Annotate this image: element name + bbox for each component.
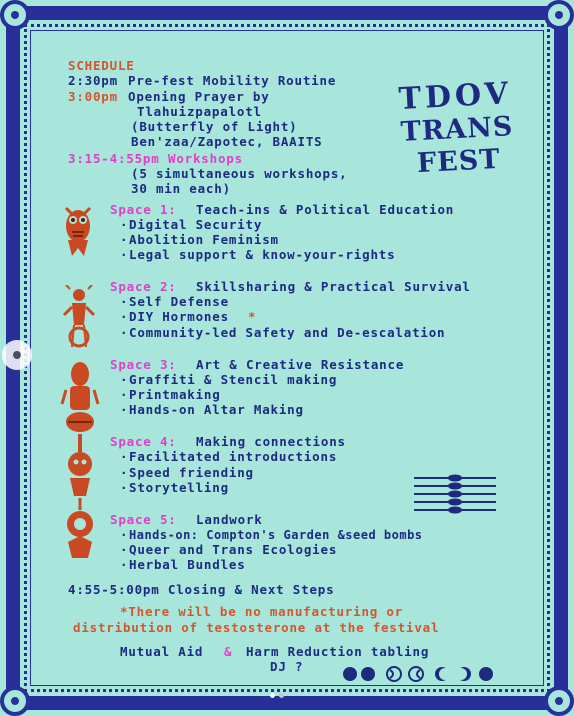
notice-line-1: *There will be no manufacturing or (120, 604, 404, 619)
space-4-bullet: · (120, 465, 129, 480)
space-3-bullet: · (120, 402, 129, 417)
slide-prev-button[interactable] (2, 340, 32, 370)
space-2-label: Space 2: (110, 279, 177, 294)
space-4-bullet: · (120, 449, 129, 464)
logo-line-2: TRANS FEST (399, 111, 515, 180)
space-5-item-1: Hands-on: Compton's Garden &seed bombs (129, 528, 423, 542)
prayer-affiliation: Ben'zaa/Zapotec, BAAITS (131, 134, 323, 149)
space-5-bullet: · (120, 542, 129, 557)
item-time-2: 3:15-4:55pm (68, 151, 160, 166)
space-1-bullet: · (120, 232, 129, 247)
space-1-item-2: Abolition Feminism (129, 232, 279, 247)
workshops-note-1: (5 simultaneous workshops, (131, 166, 348, 181)
space-3-item-3: Hands-on Altar Making (129, 402, 304, 417)
space-3-label: Space 3: (110, 357, 177, 372)
slide-dot-active[interactable] (270, 693, 275, 698)
space-3-item-1: Graffiti & Stencil making (129, 372, 338, 387)
prayer-name: Tlahuizpapalotl (137, 104, 262, 119)
prayer-meaning: (Butterfly of Light) (131, 119, 298, 134)
item-time-0: 2:30pm (68, 73, 118, 88)
totem-figure-icon (60, 360, 100, 570)
space-1-bullet: · (120, 247, 129, 262)
space-1-bullet: · (120, 217, 129, 232)
slide-prev-icon (2, 340, 32, 370)
space-4-title: Making connections (196, 434, 346, 449)
space-1-item-3: Legal support & know-your-rights (129, 247, 396, 262)
space-5-title: Landwork (196, 512, 263, 527)
footer-mutual-aid: Mutual Aid (120, 644, 204, 659)
item-text-0: Pre-fest Mobility Routine (128, 73, 337, 88)
space-1-label: Space 1: (110, 202, 177, 217)
space-4-label: Space 4: (110, 434, 177, 449)
slide-dot[interactable] (279, 693, 284, 698)
footer-dj: DJ ? (270, 659, 304, 674)
footer-ampersand: & (224, 644, 233, 659)
item-time-1: 3:00pm (68, 89, 118, 104)
notice-line-2: distribution of testosterone at the festival (73, 620, 440, 635)
festival-logo (380, 76, 535, 182)
logo-line-1: TDOV (397, 76, 513, 117)
space-2-bullet: · (120, 294, 129, 309)
arrows-decoration-icon (412, 474, 498, 516)
space-2-item-3: Community-led Safety and De-escalation (129, 325, 446, 340)
closing-line: 4:55-5:00pm Closing & Next Steps (68, 582, 335, 597)
space-5-item-3: Herbal Bundles (129, 557, 246, 572)
space-3-bullet: · (120, 387, 129, 402)
footer-harm-reduction: Harm Reduction tabling (246, 644, 430, 659)
space-5-bullet: · (120, 527, 129, 542)
owl-figure-icon (58, 200, 98, 266)
space-2-item-1: Self Defense (129, 294, 229, 309)
workshops-note-2: 30 min each) (131, 181, 231, 196)
space-5-item-2: Queer and Trans Ecologies (129, 542, 338, 557)
space-4-item-1: Facilitated introductions (129, 449, 338, 464)
space-3-item-2: Printmaking (129, 387, 221, 402)
space-1-item-1: Digital Security (129, 217, 263, 232)
space-5-bullet: · (120, 557, 129, 572)
space-2-bullet: · (120, 325, 129, 340)
space-2-title: Skillsharing & Practical Survival (196, 279, 471, 294)
space-3-title: Art & Creative Resistance (196, 357, 405, 372)
space-1-title: Teach-ins & Political Education (196, 202, 455, 217)
moon-phases-icon (342, 665, 512, 683)
space-2-item-2: DIY Hormones (129, 309, 229, 324)
space-4-item-2: Speed friending (129, 465, 254, 480)
space-4-bullet: · (120, 480, 129, 495)
item-text-2: Workshops (168, 151, 243, 166)
space-5-label: Space 5: (110, 512, 177, 527)
item-text-1: Opening Prayer by (128, 89, 270, 104)
deity-figure-icon (62, 285, 96, 351)
space-3-bullet: · (120, 372, 129, 387)
schedule-heading: SCHEDULE (68, 58, 135, 73)
space-2-bullet: · (120, 309, 129, 324)
hormones-asterisk: * (248, 309, 257, 324)
space-4-item-3: Storytelling (129, 480, 229, 495)
